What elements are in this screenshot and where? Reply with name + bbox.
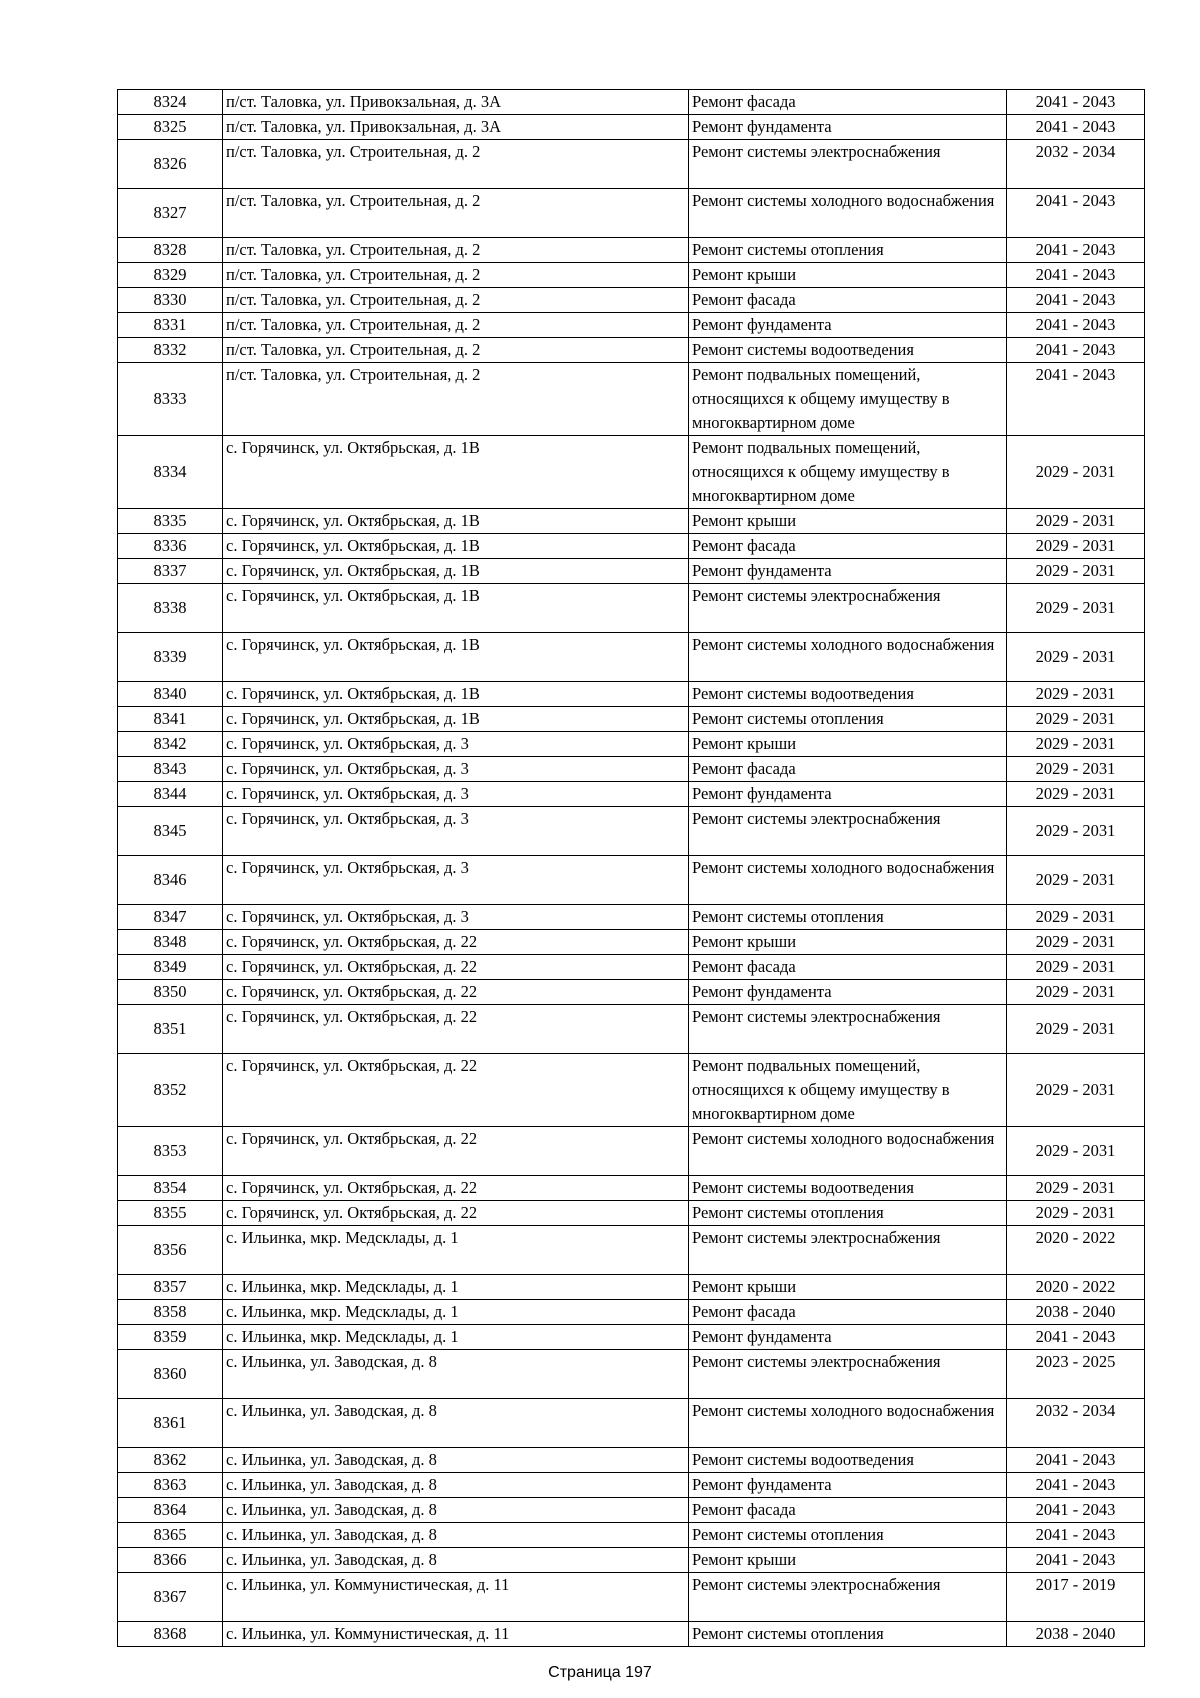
- work-type-cell: Ремонт крыши: [689, 1275, 1007, 1300]
- row-number-cell: 8367: [118, 1573, 223, 1622]
- table-row: [118, 90, 1145, 115]
- table-row: [118, 782, 1145, 807]
- address-cell: с. Горячинск, ул. Октябрьская, д. 3: [223, 782, 689, 807]
- row-number-cell: 8327: [118, 189, 223, 238]
- table-row: [118, 1127, 1145, 1176]
- table-row: [118, 955, 1145, 980]
- period-cell: 2041 - 2043: [1007, 1473, 1145, 1498]
- work-type-cell: Ремонт фундамента: [689, 782, 1007, 807]
- table-row: [118, 534, 1145, 559]
- address-cell: с. Горячинск, ул. Октябрьская, д. 1В: [223, 633, 689, 682]
- table-row: [118, 856, 1145, 905]
- address-cell: с. Ильинка, ул. Заводская, д. 8: [223, 1498, 689, 1523]
- row-number-cell: 8351: [118, 1005, 223, 1054]
- work-type-cell: Ремонт системы холодного водоснабжения: [689, 856, 1007, 905]
- address-cell: с. Ильинка, ул. Заводская, д. 8: [223, 1448, 689, 1473]
- work-type-cell: Ремонт системы электроснабжения: [689, 807, 1007, 856]
- table-row: [118, 1325, 1145, 1350]
- row-number-cell: 8359: [118, 1325, 223, 1350]
- address-cell: с. Ильинка, ул. Заводская, д. 8: [223, 1548, 689, 1573]
- page-number: Страница 197: [548, 1664, 652, 1681]
- work-type-cell: Ремонт системы холодного водоснабжения: [689, 633, 1007, 682]
- work-type-cell: Ремонт фасада: [689, 1498, 1007, 1523]
- work-type-cell: Ремонт системы холодного водоснабжения: [689, 1127, 1007, 1176]
- address-cell: с. Ильинка, ул. Заводская, д. 8: [223, 1399, 689, 1448]
- period-cell: 2029 - 2031: [1007, 436, 1145, 509]
- period-cell: 2029 - 2031: [1007, 1201, 1145, 1226]
- address-cell: с. Ильинка, мкр. Медсклады, д. 1: [223, 1325, 689, 1350]
- period-cell: 2020 - 2022: [1007, 1275, 1145, 1300]
- period-cell: 2041 - 2043: [1007, 238, 1145, 263]
- period-cell: 2029 - 2031: [1007, 707, 1145, 732]
- period-cell: 2041 - 2043: [1007, 288, 1145, 313]
- period-cell: 2023 - 2025: [1007, 1350, 1145, 1399]
- work-type-cell: Ремонт системы электроснабжения: [689, 140, 1007, 189]
- address-cell: с. Ильинка, ул. Заводская, д. 8: [223, 1350, 689, 1399]
- period-cell: 2029 - 2031: [1007, 757, 1145, 782]
- row-number-cell: 8350: [118, 980, 223, 1005]
- address-cell: с. Ильинка, ул. Коммунистическая, д. 11: [223, 1573, 689, 1622]
- address-cell: с. Горячинск, ул. Октябрьская, д. 22: [223, 1005, 689, 1054]
- row-number-cell: 8343: [118, 757, 223, 782]
- period-cell: 2041 - 2043: [1007, 1325, 1145, 1350]
- table-row: [118, 288, 1145, 313]
- row-number-cell: 8356: [118, 1226, 223, 1275]
- address-cell: п/ст. Таловка, ул. Строительная, д. 2: [223, 313, 689, 338]
- period-cell: 2041 - 2043: [1007, 1548, 1145, 1573]
- row-number-cell: 8328: [118, 238, 223, 263]
- work-type-cell: Ремонт системы водоотведения: [689, 682, 1007, 707]
- table-row: [118, 189, 1145, 238]
- row-number-cell: 8329: [118, 263, 223, 288]
- table-row: [118, 313, 1145, 338]
- period-cell: 2041 - 2043: [1007, 90, 1145, 115]
- work-type-cell: Ремонт системы отопления: [689, 707, 1007, 732]
- row-number-cell: 8361: [118, 1399, 223, 1448]
- table-row: [118, 732, 1145, 757]
- period-cell: 2029 - 2031: [1007, 807, 1145, 856]
- address-cell: с. Горячинск, ул. Октябрьская, д. 22: [223, 980, 689, 1005]
- work-type-cell: Ремонт крыши: [689, 263, 1007, 288]
- address-cell: с. Горячинск, ул. Октябрьская, д. 1В: [223, 559, 689, 584]
- row-number-cell: 8348: [118, 930, 223, 955]
- table-row: [118, 363, 1145, 436]
- row-number-cell: 8337: [118, 559, 223, 584]
- work-type-cell: Ремонт системы электроснабжения: [689, 584, 1007, 633]
- period-cell: 2041 - 2043: [1007, 1523, 1145, 1548]
- work-type-cell: Ремонт подвальных помещений, относящихся к общему имуществу в многоквартирном доме: [689, 363, 1007, 436]
- table-row: [118, 1399, 1145, 1448]
- address-cell: с. Горячинск, ул. Октябрьская, д. 1В: [223, 436, 689, 509]
- table-row: [118, 140, 1145, 189]
- address-cell: с. Ильинка, ул. Заводская, д. 8: [223, 1523, 689, 1548]
- work-type-cell: Ремонт системы водоотведения: [689, 1176, 1007, 1201]
- work-type-cell: Ремонт подвальных помещений, относящихся к общему имуществу в многоквартирном доме: [689, 1054, 1007, 1127]
- repair-works-table: [117, 89, 1145, 1647]
- address-cell: с. Ильинка, мкр. Медсклады, д. 1: [223, 1275, 689, 1300]
- address-cell: с. Ильинка, ул. Заводская, д. 8: [223, 1473, 689, 1498]
- row-number-cell: 8325: [118, 115, 223, 140]
- row-number-cell: 8334: [118, 436, 223, 509]
- work-type-cell: Ремонт фасада: [689, 90, 1007, 115]
- address-cell: с. Горячинск, ул. Октябрьская, д. 3: [223, 856, 689, 905]
- table-row: [118, 238, 1145, 263]
- address-cell: с. Горячинск, ул. Октябрьская, д. 1В: [223, 682, 689, 707]
- table-row: [118, 1226, 1145, 1275]
- work-type-cell: Ремонт крыши: [689, 732, 1007, 757]
- table-row: [118, 1548, 1145, 1573]
- address-cell: с. Горячинск, ул. Октябрьская, д. 3: [223, 807, 689, 856]
- work-type-cell: Ремонт крыши: [689, 930, 1007, 955]
- address-cell: с. Горячинск, ул. Октябрьская, д. 1В: [223, 707, 689, 732]
- address-cell: п/ст. Таловка, ул. Строительная, д. 2: [223, 140, 689, 189]
- table-row: [118, 559, 1145, 584]
- table-row: [118, 1350, 1145, 1399]
- address-cell: с. Горячинск, ул. Октябрьская, д. 22: [223, 1176, 689, 1201]
- work-type-cell: Ремонт системы электроснабжения: [689, 1226, 1007, 1275]
- table-row: [118, 930, 1145, 955]
- table-row: [118, 1573, 1145, 1622]
- address-cell: с. Горячинск, ул. Октябрьская, д. 1В: [223, 534, 689, 559]
- work-type-cell: Ремонт системы электроснабжения: [689, 1573, 1007, 1622]
- address-cell: с. Горячинск, ул. Октябрьская, д. 3: [223, 757, 689, 782]
- table-row: [118, 980, 1145, 1005]
- row-number-cell: 8340: [118, 682, 223, 707]
- work-type-cell: Ремонт системы электроснабжения: [689, 1005, 1007, 1054]
- row-number-cell: 8358: [118, 1300, 223, 1325]
- table-row: [118, 263, 1145, 288]
- address-cell: с. Ильинка, ул. Коммунистическая, д. 11: [223, 1622, 689, 1647]
- period-cell: 2029 - 2031: [1007, 955, 1145, 980]
- row-number-cell: 8349: [118, 955, 223, 980]
- row-number-cell: 8335: [118, 509, 223, 534]
- work-type-cell: Ремонт системы отопления: [689, 1622, 1007, 1647]
- period-cell: 2038 - 2040: [1007, 1622, 1145, 1647]
- work-type-cell: Ремонт крыши: [689, 509, 1007, 534]
- period-cell: 2041 - 2043: [1007, 189, 1145, 238]
- work-type-cell: Ремонт фасада: [689, 1300, 1007, 1325]
- address-cell: с. Горячинск, ул. Октябрьская, д. 22: [223, 1201, 689, 1226]
- row-number-cell: 8355: [118, 1201, 223, 1226]
- work-type-cell: Ремонт фундамента: [689, 559, 1007, 584]
- row-number-cell: 8344: [118, 782, 223, 807]
- table-row: [118, 1275, 1145, 1300]
- work-type-cell: Ремонт фундамента: [689, 313, 1007, 338]
- row-number-cell: 8366: [118, 1548, 223, 1573]
- period-cell: 2029 - 2031: [1007, 1005, 1145, 1054]
- table-row: [118, 633, 1145, 682]
- period-cell: 2041 - 2043: [1007, 1448, 1145, 1473]
- work-type-cell: Ремонт фасада: [689, 757, 1007, 782]
- row-number-cell: 8336: [118, 534, 223, 559]
- work-type-cell: Ремонт системы холодного водоснабжения: [689, 1399, 1007, 1448]
- address-cell: п/ст. Таловка, ул. Строительная, д. 2: [223, 338, 689, 363]
- table-row: [118, 905, 1145, 930]
- work-type-cell: Ремонт системы отопления: [689, 1201, 1007, 1226]
- table-row: [118, 584, 1145, 633]
- period-cell: 2038 - 2040: [1007, 1300, 1145, 1325]
- row-number-cell: 8338: [118, 584, 223, 633]
- period-cell: 2029 - 2031: [1007, 930, 1145, 955]
- table-row: [118, 115, 1145, 140]
- row-number-cell: 8345: [118, 807, 223, 856]
- table-row: [118, 1523, 1145, 1548]
- row-number-cell: 8362: [118, 1448, 223, 1473]
- period-cell: 2041 - 2043: [1007, 115, 1145, 140]
- work-type-cell: Ремонт крыши: [689, 1548, 1007, 1573]
- period-cell: 2029 - 2031: [1007, 856, 1145, 905]
- table-body: [118, 90, 1145, 1647]
- work-type-cell: Ремонт фундамента: [689, 1473, 1007, 1498]
- work-type-cell: Ремонт фасада: [689, 955, 1007, 980]
- row-number-cell: 8324: [118, 90, 223, 115]
- address-cell: п/ст. Таловка, ул. Строительная, д. 2: [223, 238, 689, 263]
- table-row: [118, 1054, 1145, 1127]
- address-cell: с. Горячинск, ул. Октябрьская, д. 3: [223, 905, 689, 930]
- row-number-cell: 8341: [118, 707, 223, 732]
- row-number-cell: 8342: [118, 732, 223, 757]
- row-number-cell: 8353: [118, 1127, 223, 1176]
- table-row: [118, 509, 1145, 534]
- work-type-cell: Ремонт подвальных помещений, относящихся к общему имуществу в многоквартирном доме: [689, 436, 1007, 509]
- work-type-cell: Ремонт фундамента: [689, 980, 1007, 1005]
- period-cell: 2029 - 2031: [1007, 559, 1145, 584]
- row-number-cell: 8326: [118, 140, 223, 189]
- work-type-cell: Ремонт системы водоотведения: [689, 338, 1007, 363]
- period-cell: 2041 - 2043: [1007, 1498, 1145, 1523]
- period-cell: 2041 - 2043: [1007, 338, 1145, 363]
- period-cell: 2017 - 2019: [1007, 1573, 1145, 1622]
- table-row: [118, 1473, 1145, 1498]
- address-cell: с. Горячинск, ул. Октябрьская, д. 22: [223, 1127, 689, 1176]
- address-cell: с. Горячинск, ул. Октябрьская, д. 22: [223, 1054, 689, 1127]
- period-cell: 2029 - 2031: [1007, 782, 1145, 807]
- period-cell: 2029 - 2031: [1007, 534, 1145, 559]
- period-cell: 2032 - 2034: [1007, 140, 1145, 189]
- period-cell: 2032 - 2034: [1007, 1399, 1145, 1448]
- table-row: [118, 1300, 1145, 1325]
- table-row: [118, 1448, 1145, 1473]
- table-row: [118, 1622, 1145, 1647]
- address-cell: п/ст. Таловка, ул. Привокзальная, д. 3А: [223, 90, 689, 115]
- work-type-cell: Ремонт системы отопления: [689, 905, 1007, 930]
- row-number-cell: 8330: [118, 288, 223, 313]
- work-type-cell: Ремонт системы отопления: [689, 1523, 1007, 1548]
- row-number-cell: 8364: [118, 1498, 223, 1523]
- work-type-cell: Ремонт системы электроснабжения: [689, 1350, 1007, 1399]
- period-cell: 2029 - 2031: [1007, 682, 1145, 707]
- period-cell: 2029 - 2031: [1007, 509, 1145, 534]
- table-row: [118, 1498, 1145, 1523]
- row-number-cell: 8339: [118, 633, 223, 682]
- address-cell: с. Ильинка, мкр. Медсклады, д. 1: [223, 1226, 689, 1275]
- address-cell: с. Горячинск, ул. Октябрьская, д. 22: [223, 930, 689, 955]
- row-number-cell: 8333: [118, 363, 223, 436]
- address-cell: п/ст. Таловка, ул. Строительная, д. 2: [223, 288, 689, 313]
- work-type-cell: Ремонт системы водоотведения: [689, 1448, 1007, 1473]
- work-type-cell: Ремонт системы холодного водоснабжения: [689, 189, 1007, 238]
- address-cell: с. Ильинка, мкр. Медсклады, д. 1: [223, 1300, 689, 1325]
- table-row: [118, 1005, 1145, 1054]
- work-type-cell: Ремонт системы отопления: [689, 238, 1007, 263]
- row-number-cell: 8346: [118, 856, 223, 905]
- address-cell: п/ст. Таловка, ул. Строительная, д. 2: [223, 189, 689, 238]
- work-type-cell: Ремонт фасада: [689, 534, 1007, 559]
- address-cell: с. Горячинск, ул. Октябрьская, д. 1В: [223, 584, 689, 633]
- table-row: [118, 338, 1145, 363]
- row-number-cell: 8354: [118, 1176, 223, 1201]
- row-number-cell: 8368: [118, 1622, 223, 1647]
- period-cell: 2041 - 2043: [1007, 313, 1145, 338]
- row-number-cell: 8357: [118, 1275, 223, 1300]
- period-cell: 2029 - 2031: [1007, 732, 1145, 757]
- address-cell: п/ст. Таловка, ул. Привокзальная, д. 3А: [223, 115, 689, 140]
- period-cell: 2029 - 2031: [1007, 1176, 1145, 1201]
- table-row: [118, 1176, 1145, 1201]
- address-cell: с. Горячинск, ул. Октябрьская, д. 22: [223, 955, 689, 980]
- row-number-cell: 8347: [118, 905, 223, 930]
- row-number-cell: 8332: [118, 338, 223, 363]
- table-row: [118, 1201, 1145, 1226]
- row-number-cell: 8365: [118, 1523, 223, 1548]
- period-cell: 2041 - 2043: [1007, 363, 1145, 436]
- row-number-cell: 8331: [118, 313, 223, 338]
- table-row: [118, 807, 1145, 856]
- row-number-cell: 8363: [118, 1473, 223, 1498]
- period-cell: 2020 - 2022: [1007, 1226, 1145, 1275]
- row-number-cell: 8352: [118, 1054, 223, 1127]
- table-row: [118, 682, 1145, 707]
- address-cell: п/ст. Таловка, ул. Строительная, д. 2: [223, 263, 689, 288]
- period-cell: 2029 - 2031: [1007, 1127, 1145, 1176]
- table-row: [118, 757, 1145, 782]
- period-cell: 2029 - 2031: [1007, 633, 1145, 682]
- address-cell: п/ст. Таловка, ул. Строительная, д. 2: [223, 363, 689, 436]
- address-cell: с. Горячинск, ул. Октябрьская, д. 3: [223, 732, 689, 757]
- period-cell: 2029 - 2031: [1007, 1054, 1145, 1127]
- table-row: [118, 707, 1145, 732]
- work-type-cell: Ремонт фундамента: [689, 1325, 1007, 1350]
- work-type-cell: Ремонт фасада: [689, 288, 1007, 313]
- period-cell: 2029 - 2031: [1007, 905, 1145, 930]
- row-number-cell: 8360: [118, 1350, 223, 1399]
- period-cell: 2041 - 2043: [1007, 263, 1145, 288]
- address-cell: с. Горячинск, ул. Октябрьская, д. 1В: [223, 509, 689, 534]
- period-cell: 2029 - 2031: [1007, 584, 1145, 633]
- period-cell: 2029 - 2031: [1007, 980, 1145, 1005]
- work-type-cell: Ремонт фундамента: [689, 115, 1007, 140]
- table-row: [118, 436, 1145, 509]
